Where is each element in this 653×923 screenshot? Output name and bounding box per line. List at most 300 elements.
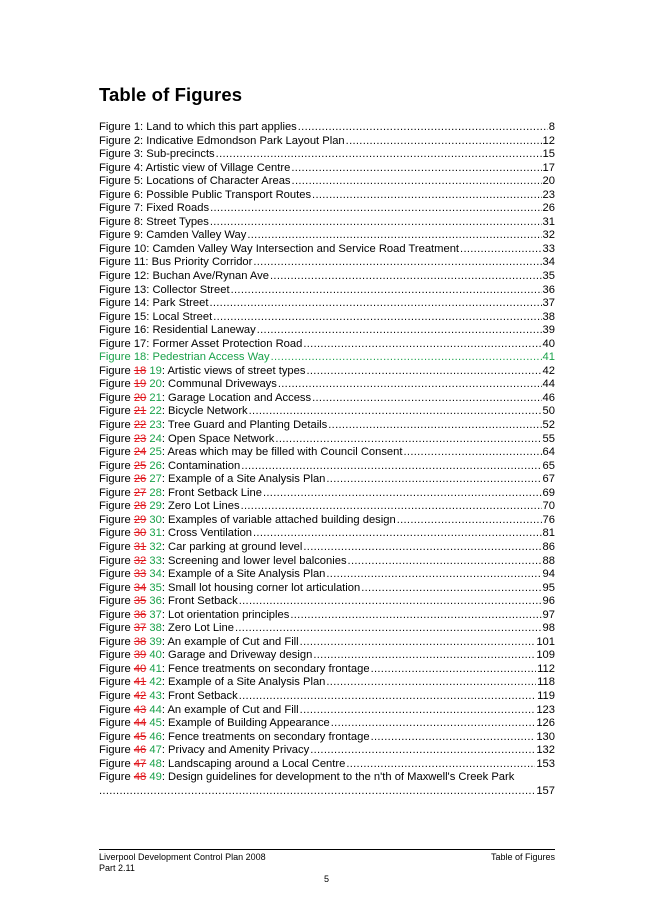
entry-page-number: 55 [542,432,555,445]
entry-page-number: 98 [542,622,555,635]
toc-entry[interactable] [99,555,555,569]
toc-entry[interactable] [99,473,555,487]
toc-entry-label [99,243,459,257]
entry-caption: : An example of Cut and Fill [161,635,299,648]
dot-leader [300,636,536,650]
entry-caption: : An example of Cut and Fill [161,703,299,716]
toc-entry[interactable] [99,582,555,596]
entry-text: Figure 2: Indicative Edmondson Park Layout Plan [99,134,345,147]
toc-entry[interactable] [99,338,555,352]
deleted-figure-number: 46 [133,744,147,757]
entry-page-number: 88 [542,554,555,567]
entry-caption: : Front Setback [161,595,238,608]
toc-entry[interactable] [99,731,555,745]
dot-leader [210,216,542,230]
dot-leader [247,229,541,243]
entry-caption: : Fence treatments on secondary frontage [161,730,370,743]
entry-text: Figure 7: Fixed Roads [99,202,210,215]
inserted-figure-number: 40 [146,649,162,662]
entry-page-number: 94 [542,568,555,581]
toc-entry-label [99,663,370,677]
entry-text: Figure [99,473,134,486]
dot-leader [235,622,542,636]
entry-text: Figure 16: Residential Laneway [99,324,256,337]
entry-page-number: 132 [536,744,555,757]
entry-text: Figure [99,513,134,526]
entry-caption: : Zero Lot Line [161,622,234,635]
toc-entry-label [99,162,290,176]
entry-caption: : Privacy and Amenity Privacy [161,744,310,757]
toc-entry-label [99,649,312,663]
entry-page-number: 96 [542,595,555,608]
deleted-figure-number: 19 [133,378,147,391]
toc-entry[interactable] [99,365,555,379]
entry-page-number: 17 [542,161,555,174]
toc-entry[interactable] [99,609,555,623]
dot-leader [239,690,536,704]
entry-page-number: 86 [542,540,555,553]
inserted-figure-number: 26 [146,459,162,472]
entry-caption: : Contamination [161,459,241,472]
toc-entry-label [99,216,209,230]
deleted-figure-number: 20 [133,391,147,404]
entry-caption: : Open Space Network [161,432,275,445]
entry-page-number: 31 [542,215,555,228]
entry-page-number: 126 [536,717,555,730]
toc-entry[interactable] [99,284,555,298]
toc-entry-label [99,270,269,284]
inserted-figure-number: 21 [146,391,162,404]
dot-leader [303,338,541,352]
deleted-figure-number: 29 [133,513,147,526]
dot-leader [241,460,541,474]
entry-text: Figure [99,635,134,648]
inserted-figure-number: 29 [146,500,162,513]
entry-page-number: 40 [542,337,555,350]
deleted-figure-number: 39 [133,649,147,662]
entry-text: Figure [99,419,134,432]
entry-page-number: 39 [542,324,555,337]
footer-section-name: Table of Figures [490,852,555,862]
dot-leader [397,514,542,528]
entry-page-number: 23 [542,188,555,201]
toc-entry[interactable] [99,771,555,785]
toc-entry[interactable] [99,216,555,230]
inserted-figure-number: 42 [146,676,162,689]
entry-text: Figure [99,540,134,553]
toc-entry[interactable] [99,622,555,636]
entry-text: Figure [99,486,134,499]
entry-caption: : Front Setback Line [161,486,262,499]
entry-text: Figure [99,622,134,635]
dot-leader [326,568,541,582]
entry-caption: : Garage and Driveway design [161,649,313,662]
entry-page-number: 34 [542,256,555,269]
entry-page-number: 41 [542,351,555,364]
toc-entry-label [99,609,289,623]
toc-entry[interactable] [99,189,555,203]
deleted-figure-number: 22 [133,419,147,432]
entry-page-number: 95 [542,581,555,594]
inserted-figure-number: 32 [146,540,162,553]
dot-leader [249,405,542,419]
toc-entry[interactable] [99,392,555,406]
toc-entry-label [99,582,360,596]
toc-entry[interactable] [99,514,555,528]
deleted-figure-number: 36 [133,608,147,621]
toc-entry-label [99,527,252,541]
inserted-figure-number: 22 [146,405,162,418]
entry-caption: : Example of Building Appearance [161,717,330,730]
dot-leader [312,189,542,203]
deleted-figure-number: 37 [133,622,147,635]
inserted-figure-number: 39 [146,635,162,648]
entry-caption: : Examples of variable attached building design [161,513,396,526]
deleted-figure-number: 38 [133,635,147,648]
toc-entry[interactable] [99,717,555,731]
dot-leader [216,148,542,162]
inserted-figure-number: 41 [146,662,162,675]
toc-entry[interactable] [99,405,555,419]
dot-leader [303,541,541,555]
toc-entry[interactable] [99,500,555,514]
toc-entry[interactable] [99,324,555,338]
dot-leader [292,175,542,189]
entry-page-number: 112 [537,662,555,675]
entry-text: Figure 13: Collector Street [99,283,230,296]
toc-entry[interactable] [99,351,555,365]
entry-page-number: 119 [537,689,555,702]
toc-entry-continuation [99,785,555,799]
entry-text: Figure [99,432,134,445]
entry-text: Figure [99,568,134,581]
toc-entry-label [99,487,262,501]
entry-page-number: 70 [542,500,555,513]
entry-page-number: 20 [542,175,555,188]
inserted-figure-number: 28 [146,486,162,499]
entry-text: Figure [99,703,134,716]
dot-leader [331,717,536,731]
toc-entry[interactable] [99,256,555,270]
deleted-figure-number: 35 [133,595,147,608]
toc-entry[interactable] [99,229,555,243]
toc-entry[interactable] [99,663,555,677]
entry-page-number: 118 [537,676,555,689]
inserted-figure-number: 25 [146,446,162,459]
footer-doc-title: Liverpool Development Control Plan 2008 [99,852,266,862]
entry-text: Figure 10: Camden Valley Way Intersection and Service Road Treatment [99,242,460,255]
entry-text: Figure [99,500,134,513]
dot-leader [328,419,541,433]
toc-entry[interactable] [99,636,555,650]
entry-text: Figure [99,446,134,459]
toc-entry-label [99,704,299,718]
deleted-figure-number: 24 [133,446,147,459]
toc-entry-label [99,676,325,690]
table-of-figures-list [99,121,555,798]
entry-caption: : Artistic views of street types [161,364,306,377]
footer-divider [99,849,555,850]
toc-entry[interactable] [99,460,555,474]
toc-entry-label [99,311,212,325]
entry-caption: : Design guidelines for development to the n'th of Maxwell's Creek Park [161,771,515,784]
entry-page-number: 33 [542,242,555,255]
toc-entry-label [99,595,238,609]
entry-page-number: 130 [536,730,555,743]
toc-entry[interactable] [99,135,555,149]
toc-entry-label [99,365,305,379]
toc-entry-label [99,175,291,189]
dot-leader [312,392,541,406]
entry-page-number: 69 [542,486,555,499]
inserted-figure-number: 34 [146,568,162,581]
toc-entry-label [99,405,248,419]
toc-entry[interactable] [99,595,555,609]
entry-caption: : Screening and lower level balconies [161,554,347,567]
toc-entry-label [99,541,302,555]
inserted-figure-number: 49 [146,771,162,784]
toc-entry-label [99,351,270,365]
toc-entry-label [99,690,238,704]
dot-leader [404,446,542,460]
entry-page-number: 153 [536,757,555,770]
inserted-figure-number: 35 [146,581,162,594]
entry-text: Figure 9: Camden Valley Way [99,229,247,242]
entry-page-number: 50 [542,405,555,418]
entry-caption: : Landscaping around a Local Centre [161,757,346,770]
toc-entry-label [99,256,252,270]
toc-entry-label [99,229,246,243]
entry-text: Figure [99,771,134,784]
toc-entry-label [99,324,256,338]
entry-text: Figure 18: Pedestrian Access Way [99,351,270,364]
inserted-figure-number: 27 [146,473,162,486]
entry-caption: : Small lot housing corner lot articulation [161,581,361,594]
toc-entry-label [99,460,240,474]
inserted-figure-number: 48 [146,757,162,770]
toc-entry-label [99,500,240,514]
entry-text: Figure [99,364,134,377]
dot-leader [213,311,541,325]
entry-caption: : Cross Ventilation [161,527,253,540]
toc-entry-label [99,744,309,758]
entry-caption: : Tree Guard and Planting Details [161,419,328,432]
toc-entry[interactable] [99,758,555,772]
dot-leader [298,121,548,135]
entry-page-number: 26 [542,202,555,215]
inserted-figure-number: 38 [146,622,162,635]
inserted-figure-number: 36 [146,595,162,608]
toc-entry-label [99,446,403,460]
entry-text: Figure 8: Street Types [99,215,209,228]
toc-entry[interactable] [99,162,555,176]
toc-entry[interactable] [99,297,555,311]
entry-text: Figure 1: Land to which this part applies [99,121,297,133]
toc-entry-label [99,514,396,528]
deleted-figure-number: 48 [133,771,147,784]
inserted-figure-number: 31 [146,527,162,540]
toc-entry[interactable] [99,676,555,690]
toc-entry-label [99,636,299,650]
entry-text: Figure [99,378,134,391]
dot-leader [271,351,542,365]
toc-entry-label [99,758,345,772]
toc-entry[interactable] [99,378,555,392]
entry-caption: : Example of a Site Analysis Plan [161,568,326,581]
dot-leader [371,731,536,745]
toc-entry[interactable] [99,649,555,663]
dot-leader [348,555,542,569]
toc-entry[interactable] [99,690,555,704]
entry-text: Figure [99,717,134,730]
entry-caption: : Areas which may be filled with Council Consent [161,446,403,459]
entry-page-number: 12 [542,134,555,147]
entry-page-number: 123 [536,703,555,716]
entry-page-number: 109 [536,649,555,662]
dot-leader [310,744,535,758]
page-title: Table of Figures [99,84,243,105]
entry-text: Figure [99,608,134,621]
deleted-figure-number: 25 [133,459,147,472]
entry-page-number: 8 [548,121,555,133]
inserted-figure-number: 44 [146,703,162,716]
toc-entry-label [99,202,209,216]
entry-text: Figure [99,459,134,472]
dot-leader [313,649,535,663]
toc-entry[interactable] [99,446,555,460]
dot-leader [231,284,542,298]
dot-leader [209,297,541,311]
toc-entry-label [99,189,311,203]
entry-text: Figure 4: Artistic view of Village Centre [99,161,291,174]
entry-page-number: 52 [542,419,555,432]
inserted-figure-number: 46 [146,730,162,743]
toc-entry[interactable] [99,527,555,541]
toc-entry[interactable] [99,311,555,325]
toc-entry[interactable] [99,541,555,555]
dot-leader [241,500,542,514]
entry-text: Figure [99,649,134,662]
entry-text: Figure [99,757,134,770]
deleted-figure-number: 26 [133,473,147,486]
dot-leader [346,758,535,772]
entry-page-number: 38 [542,310,555,323]
toc-entry[interactable] [99,202,555,216]
toc-entry[interactable] [99,419,555,433]
dot-leader [290,609,541,623]
dot-leader [346,135,542,149]
dot-leader [300,704,536,718]
entry-caption: : Fence treatments on secondary frontage [161,662,370,675]
inserted-figure-number: 19 [146,364,162,377]
entry-page-number: 67 [542,473,555,486]
deleted-figure-number: 47 [133,757,147,770]
entry-page-number: 65 [542,459,555,472]
entry-page-number: 97 [542,608,555,621]
entry-text: Figure 12: Buchan Ave/Rynan Ave [99,270,270,283]
toc-entry-label [99,392,311,406]
entry-page-number: 35 [542,270,555,283]
toc-entry-label [99,148,215,162]
toc-entry[interactable] [99,175,555,189]
entry-text: Figure [99,405,134,418]
toc-entry[interactable] [99,487,555,501]
inserted-figure-number: 30 [146,513,162,526]
deleted-figure-number: 42 [133,689,147,702]
footer-document-name [99,852,266,874]
entry-text: Figure 11: Bus Priority Corridor [99,256,253,269]
deleted-figure-number: 41 [133,676,147,689]
entry-text: Figure [99,527,134,540]
entry-caption: : Front Setback [161,689,238,702]
toc-entry-label [99,378,277,392]
entry-text: Figure 3: Sub-precincts [99,148,215,161]
deleted-figure-number: 27 [133,486,147,499]
entry-text: Figure 17: Former Asset Protection Road [99,337,303,350]
toc-entry[interactable] [99,704,555,718]
deleted-figure-number: 21 [133,405,147,418]
deleted-figure-number: 32 [133,554,147,567]
inserted-figure-number: 37 [146,608,162,621]
toc-entry[interactable] [99,270,555,284]
dot-leader [306,365,541,379]
toc-entry-label [99,419,327,433]
entry-page-number: 42 [542,364,555,377]
entry-text: Figure [99,689,134,702]
toc-entry-label [99,297,208,311]
deleted-figure-number: 18 [133,364,147,377]
toc-entry-label [99,622,234,636]
toc-entry-label [99,433,274,447]
entry-page-number: 46 [542,391,555,404]
entry-text: Figure [99,676,134,689]
dot-leader [371,663,537,677]
toc-entry[interactable] [99,433,555,447]
toc-entry[interactable] [99,148,555,162]
toc-entry[interactable] [99,121,555,135]
dot-leader [326,473,541,487]
toc-entry[interactable] [99,243,555,257]
toc-entry[interactable] [99,568,555,582]
dot-leader [239,595,542,609]
deleted-figure-number: 44 [133,717,147,730]
entry-caption: : Bicycle Network [161,405,248,418]
entry-page-number: 101 [536,635,555,648]
entry-page-number: 76 [542,513,555,526]
entry-text: Figure [99,391,134,404]
entry-page-number: 44 [542,378,555,391]
entry-caption: : Communal Driveways [161,378,277,391]
dot-leader [253,527,542,541]
entry-page-number: 37 [542,297,555,310]
inserted-figure-number: 43 [146,689,162,702]
toc-entry[interactable] [99,744,555,758]
entry-text: Figure 6: Possible Public Transport Routes [99,188,312,201]
page-number: 5 [323,874,329,884]
deleted-figure-number: 31 [133,540,147,553]
entry-caption: : Car parking at ground level [161,540,303,553]
toc-entry-label [99,568,325,582]
dot-leader [270,270,542,284]
entry-text: Figure [99,581,134,594]
inserted-figure-number: 24 [146,432,162,445]
toc-entry-label [99,717,330,731]
entry-page-number: 157 [536,784,555,797]
entry-page-number: 32 [542,229,555,242]
dot-leader [278,378,542,392]
toc-entry-label [99,555,347,569]
toc-entry-label [99,135,345,149]
